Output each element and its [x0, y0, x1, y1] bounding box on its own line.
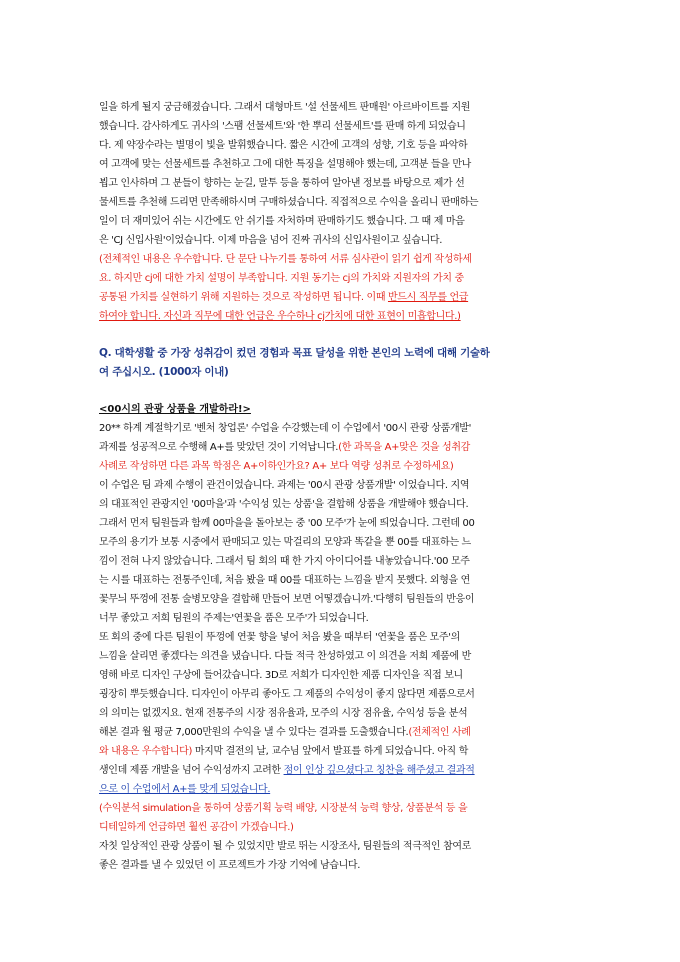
text-line [99, 761, 599, 780]
text-line: 물세트를 추천해 드리면 만족해하시며 구매하셨습니다. 직접적으로 수익을 올리니 판매하는 [99, 197, 479, 208]
text-line: 꽃무늬 뚜껑에 전통 술병모양을 결합해 만들어 보면 어떻겠습니까.'다행히 팀원들의 반응이 [99, 594, 475, 605]
part-time-job-paragraph [99, 98, 599, 250]
highlighted-praise: 점이 인상 깊으셨다고 칭찬을 해주셨고 결과적 [283, 765, 475, 776]
text-line: 모주의 용기가 보통 시중에서 판매되고 있는 막걸리의 모양과 똑같을 뿐 00를 대표하는 느 [99, 537, 471, 548]
text-line: 20** 하계 계절학기로 '벤처 창업론' 수업을 수강했는데 이 수업에서 '00시 관광 상품개발' [99, 423, 471, 434]
text-segment: 과제를 성공적으로 수행해 A+를 맞았던 것이 기억납니다. [99, 442, 339, 453]
reviewer-feedback-1 [99, 250, 599, 326]
text-line: 여 고객에 맞는 선물세트를 추천하고 그에 대한 특징을 설명해야 했는데, 고객분 들을 만나 [99, 159, 471, 170]
text-line: 느낌을 살리면 좋겠다는 의견을 냈습니다. 다들 적극 찬성하였고 이 의견을 저희 제품에 반 [99, 651, 471, 662]
team-project-paragraph [99, 476, 599, 628]
design-and-analysis-paragraph [99, 628, 599, 799]
reviewer-feedback-3-cont: 와 내용은 우수합니다) [99, 746, 192, 757]
text-line [99, 723, 599, 742]
text-line: 다. 제 약장수라는 별명이 빛을 발휘했습니다. 짧은 시간에 고객의 성향, 기호 등을 파악하 [99, 140, 468, 151]
document-body [99, 98, 599, 875]
feedback-line: 요. 하지만 cj에 대한 가치 설명이 부족합니다. 지원 동기는 cj의 가치와 지원자의 가치 중 [99, 273, 464, 284]
text-line: 뵙고 인사하며 그 분들이 향하는 눈길, 말투 등을 통하여 알아낸 정보를 바탕으로 제가 선 [99, 178, 465, 189]
feedback-line: 디테일하게 언급하면 훨씬 공감이 가겠습니다.) [99, 822, 294, 833]
text-line: 이 수업은 팀 과제 수행이 관건이었습니다. 과제는 '00시 관광 상품개발' 이었습니다. 지역 [99, 480, 470, 491]
text-line: 자칫 일상적인 관광 상품이 될 수 있었지만 발로 뛰는 시장조사, 팀원들의 적극적인 참여로 [99, 841, 471, 852]
text-line: 일을 하게 될지 궁금해졌습니다. 그래서 대형마트 '설 선물세트 판매원' 아르바이트를 지원 [99, 102, 471, 113]
text-segment: 생인데 제품 개발을 넘어 수익성까지 고려한 [99, 765, 284, 776]
reviewer-feedback-3: (전체적인 사례 [408, 727, 471, 738]
text-line [99, 438, 599, 457]
text-line: 일이 더 재미있어 쉬는 시간에도 안 쉬기를 자처하며 판매하기도 했습니다. 그 때 제 마음 [99, 216, 465, 227]
question-line: Q. 대학생활 중 가장 성취감이 컸던 경험과 목표 달성을 위한 본인의 노력에 대해 기술하 [99, 347, 490, 359]
text-line: 또 회의 중에 다른 팀원이 뚜껑에 연꽃 향을 넣어 처음 봤을 때부터 '연꽃을 품은 모주'의 [99, 632, 460, 643]
text-line: 좋은 결과를 낼 수 있었던 이 프로젝트가 가장 기억에 남습니다. [99, 860, 361, 871]
feedback-line: (전체적인 내용은 우수합니다. 단 문단 나누기를 통하여 서류 심사관이 읽기 쉽게 작성하세 [99, 254, 472, 265]
text-line: 너무 좋았고 저희 팀원의 주제는'연꽃을 품은 모주'가 되었습니다. [99, 613, 369, 624]
reviewer-feedback-4 [99, 799, 599, 837]
text-line [99, 742, 599, 761]
course-intro-paragraph [99, 419, 599, 476]
conclusion-paragraph [99, 837, 599, 875]
text-segment: 마지막 결전의 날, 교수님 앞에서 발표를 하게 되었습니다. 아직 학 [192, 746, 469, 757]
text-line: 의 대표적인 관광지인 '00마을'과 '수익성 있는 상품'을 결합해 상품을 개발해야 했습니다. [99, 499, 469, 510]
text-line: 굉장히 뿌듯했습니다. 디자인이 아무리 좋아도 그 제품의 수익성이 좋지 않다면 제품으로서 [99, 689, 475, 700]
feedback-emphasis-line: 하여야 합니다. 자신과 직무에 대한 언급은 우수하나 cj가치에 대한 표현이 미흡합니다.) [99, 311, 461, 322]
essay-question [99, 344, 599, 382]
feedback-line [99, 288, 599, 307]
feedback-text: 공통된 가치를 실현하기 위해 지원하는 것으로 작성하면 됩니다. 이때 [99, 292, 388, 303]
text-line: 은 'CJ 신입사원'이었습니다. 이제 마음을 넘어 진짜 귀사의 신입사원이고 싶습니다. [99, 235, 443, 246]
feedback-line: (수익분석 simulation을 통하여 상품기획 능력 배양, 시장분석 능력 향상, 상품분석 등 을 [99, 803, 468, 814]
text-segment: 해본 결과 월 평균 7,000만원의 수익을 낼 수 있다는 결과를 도출했습니다. [99, 727, 409, 738]
text-line: 낌이 전혀 나지 않았습니다. 그래서 팀 회의 때 한 가지 아이디어를 내놓았습니다.'00 모주 [99, 556, 470, 567]
highlighted-praise-cont: 으로 이 수업에서 A+를 맞게 되었습니다. [99, 784, 271, 795]
reviewer-feedback-2-cont: 사례로 작성하면 다른 과목 학점은 A+이하인가요? A+ 보다 역량 성취로 수정하세요) [99, 461, 454, 472]
question-line: 여 주십시오. (1000자 이내) [99, 366, 229, 378]
feedback-emphasis: 반드시 직무를 언급 [387, 292, 469, 303]
text-line: 의 의미는 없겠지요. 현재 전통주의 시장 점유율과, 모주의 시장 점유율, 수익성 등을 분석 [99, 708, 468, 719]
text-line: 영해 바로 디자인 구상에 들어갔습니다. 3D로 저희가 디자인한 제품 디자인을 직접 보니 [99, 670, 463, 681]
answer-heading: <00시의 관광 상품을 개발하라!> [99, 404, 251, 415]
reviewer-feedback-2: (한 과목을 A+맞은 것을 성취감 [338, 442, 470, 453]
text-line: 는 시를 대표하는 전통주인데, 처음 봤을 때 00를 대표하는 느낌을 받지 못했다. 외형을 연 [99, 575, 470, 586]
text-line: 했습니다. 감사하게도 귀사의 '스팸 선물세트'와 '한 뿌리 선물세트'를 판매 하게 되었습니 [99, 121, 466, 132]
text-line: 그래서 먼저 팀원들과 함께 00마을을 돌아보는 중 '00 모주'가 눈에 띄었습니다. 그런데 00 [99, 518, 475, 529]
